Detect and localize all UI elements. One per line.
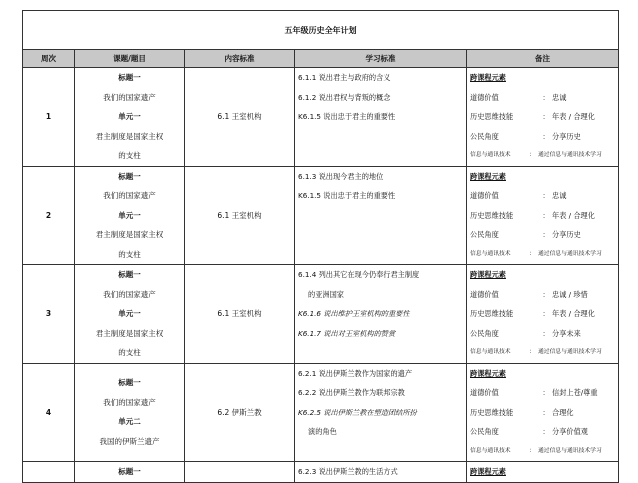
note-sep: ： (542, 112, 550, 121)
note-item (470, 403, 618, 423)
note-key: 信息与通讯技术 (470, 152, 511, 158)
topic-line: 的支柱 (118, 151, 141, 160)
week-cell: 1 (23, 68, 75, 167)
note-sep: ： (529, 152, 535, 158)
topic-line: 标题一 (118, 270, 141, 279)
note-item (470, 225, 618, 245)
note-value: 通过信息与通讯技术学习 (538, 152, 602, 158)
standard-line: 6.2.1 说出伊斯兰教作为国家的遗产 (298, 368, 413, 378)
topic-line: 的支柱 (118, 348, 141, 357)
topic-line: 我们的国家遗产 (103, 191, 156, 200)
note-key: 道德价值 (470, 289, 499, 299)
standard-line: 6.1.2 说出君权与背叛的概念 (298, 92, 391, 102)
learning-standard-cell (295, 265, 467, 364)
table-header-row (23, 50, 619, 68)
note-value: 忠诚 (552, 191, 567, 200)
note-item (470, 107, 618, 127)
plan-document (22, 10, 618, 483)
note-key: 历史思维技能 (470, 210, 514, 220)
topic-line: 我们的国家遗产 (103, 397, 156, 407)
note-value: 分享历史 (552, 131, 581, 141)
content-standard-cell: 6.2 伊斯兰教 (185, 363, 295, 462)
topic-line: 单元一 (118, 210, 141, 220)
note-sep: ： (542, 407, 550, 417)
table-row (23, 166, 619, 265)
note-item (470, 383, 618, 403)
note-key: 道德价值 (470, 92, 499, 102)
note-sep: ： (542, 191, 550, 200)
note-key: 道德价值 (470, 388, 499, 397)
document-title: 五年级历史全年计划 (23, 11, 619, 50)
content-standard-cell: 6.1 王室机构 (185, 166, 295, 265)
topic-line: 君主制度是国家主权 (95, 230, 164, 239)
topic-line: 我们的国家遗产 (103, 289, 156, 299)
notes-cell (467, 166, 619, 265)
note-key: 历史思维技能 (470, 112, 514, 121)
note-value: 通过信息与通讯技术学习 (538, 250, 602, 257)
note-value: 忠诚 (552, 92, 567, 102)
standard-line: 6.2.3 说出伊斯兰教的生活方式 (298, 467, 398, 476)
standard-line: 6.2.2 说出伊斯兰教作为联邦宗教 (298, 388, 405, 397)
note-value: 通过信息与通讯技术学习 (538, 447, 602, 454)
note-value: 通过信息与通讯技术学习 (538, 349, 602, 355)
header-week: 周次 (23, 50, 75, 68)
note-value: 分享历史 (552, 230, 581, 239)
week-cell: 4 (23, 363, 75, 462)
note-item (470, 127, 618, 147)
learning-standard-cell (295, 363, 467, 462)
note-key: 历史思维技能 (470, 309, 514, 318)
note-value: 忠诚 / 珍惜 (552, 289, 588, 299)
notes-cell (467, 462, 619, 483)
note-key: 历史思维技能 (470, 407, 514, 417)
table-row (23, 265, 619, 364)
note-key: 道德价值 (470, 191, 499, 200)
notes-cell (467, 68, 619, 167)
topic-line: 标题一 (118, 378, 141, 388)
standard-line: K6.1.5 说出忠于君主的重要性 (298, 191, 396, 200)
note-key: 信息与通讯技术 (470, 250, 511, 257)
cross-curricular-heading: 跨课程元素 (470, 73, 506, 82)
plan-table (22, 10, 619, 483)
standard-line: 演的角色 (308, 427, 337, 436)
header-learning-standard: 学习标准 (295, 50, 467, 68)
standard-line: K6.1.6 说出维护王室机构的重要性 (298, 309, 410, 318)
note-sep: ： (542, 131, 550, 141)
note-value: 年表 / 合理化 (552, 210, 595, 220)
topic-line: 我国的伊斯兰遗产 (99, 436, 160, 446)
note-item (470, 88, 618, 108)
standard-line: 6.1.3 说出现今君主的地位 (298, 171, 384, 181)
note-item (470, 186, 618, 206)
topic-line: 的支柱 (118, 249, 141, 259)
note-sep: ： (529, 447, 535, 454)
topic-cell (75, 68, 185, 167)
note-sep: ： (529, 349, 535, 355)
header-topic: 课题/题目 (75, 50, 185, 68)
topic-line: 标题一 (118, 73, 141, 82)
note-value: 分享价值观 (552, 427, 588, 436)
note-item (470, 422, 618, 442)
notes-cell (467, 265, 619, 364)
notes-cell (467, 363, 619, 462)
note-item (470, 304, 618, 324)
topic-line: 我们的国家遗产 (103, 92, 156, 102)
note-value: 年表 / 合理化 (552, 112, 595, 121)
week-cell: 3 (23, 265, 75, 364)
cross-curricular-heading: 跨课程元素 (470, 467, 506, 476)
topic-line: 单元二 (118, 417, 141, 427)
note-item-ict (470, 146, 618, 166)
table-row (23, 363, 619, 462)
note-item (470, 285, 618, 305)
content-standard-cell (185, 462, 295, 483)
note-sep: ： (542, 388, 550, 397)
header-content-standard: 内容标准 (185, 50, 295, 68)
note-item-ict (470, 442, 618, 462)
content-standard-cell: 6.1 王室机构 (185, 265, 295, 364)
topic-cell (75, 265, 185, 364)
note-value: 信封上苍/尊重 (552, 388, 598, 397)
note-sep: ： (542, 92, 550, 102)
standard-line: 的亚洲国家 (308, 289, 344, 299)
note-value: 分享未来 (552, 328, 581, 338)
standard-line: 6.1.4 列出其它在现今仍奉行君主制度 (298, 270, 420, 279)
table-row (23, 68, 619, 167)
note-sep: ： (542, 210, 550, 220)
note-item-ict (470, 343, 618, 363)
topic-cell (75, 462, 185, 483)
standard-line: 6.1.1 说出君主与政府的含义 (298, 73, 391, 82)
note-sep: ： (542, 289, 550, 299)
week-cell: 2 (23, 166, 75, 265)
learning-standard-cell (295, 462, 467, 483)
content-standard-cell: 6.1 王室机构 (185, 68, 295, 167)
learning-standard-cell (295, 68, 467, 167)
standard-line: K6.2.5 说出伊斯兰教在塑造团结所扮 (298, 407, 417, 417)
table-row (23, 462, 619, 483)
note-sep: ： (542, 230, 550, 239)
note-key: 信息与通讯技术 (470, 349, 511, 355)
note-item (470, 324, 618, 344)
note-sep: ： (542, 427, 550, 436)
header-notes: 备注 (467, 50, 619, 68)
note-value: 合理化 (552, 407, 574, 417)
note-value: 年表 / 合理化 (552, 309, 595, 318)
learning-standard-cell (295, 166, 467, 265)
note-item-ict (470, 245, 618, 265)
table-body (23, 68, 619, 483)
cross-curricular-heading: 跨课程元素 (470, 270, 506, 279)
topic-line: 君主制度是国家主权 (95, 328, 164, 338)
note-item (470, 206, 618, 226)
note-key: 公民角度 (470, 131, 499, 141)
note-sep: ： (529, 250, 535, 257)
note-key: 公民角度 (470, 328, 499, 338)
standard-line: K6.1.7 说出对王室机构的赞赏 (298, 328, 396, 338)
note-key: 公民角度 (470, 230, 499, 239)
topic-cell (75, 363, 185, 462)
week-cell (23, 462, 75, 483)
note-key: 信息与通讯技术 (470, 447, 511, 454)
standard-line: K6.1.5 说出忠于君主的重要性 (298, 112, 396, 121)
topic-line: 标题一 (118, 171, 141, 181)
topic-line: 君主制度是国家主权 (95, 131, 164, 141)
note-sep: ： (542, 328, 550, 338)
cross-curricular-heading: 跨课程元素 (470, 368, 506, 378)
topic-line: 单元一 (118, 309, 141, 318)
topic-line: 单元一 (118, 112, 141, 121)
topic-line: 标题一 (118, 467, 141, 476)
topic-cell (75, 166, 185, 265)
cross-curricular-heading: 跨课程元素 (470, 171, 506, 181)
note-key: 公民角度 (470, 427, 499, 436)
note-sep: ： (542, 309, 550, 318)
